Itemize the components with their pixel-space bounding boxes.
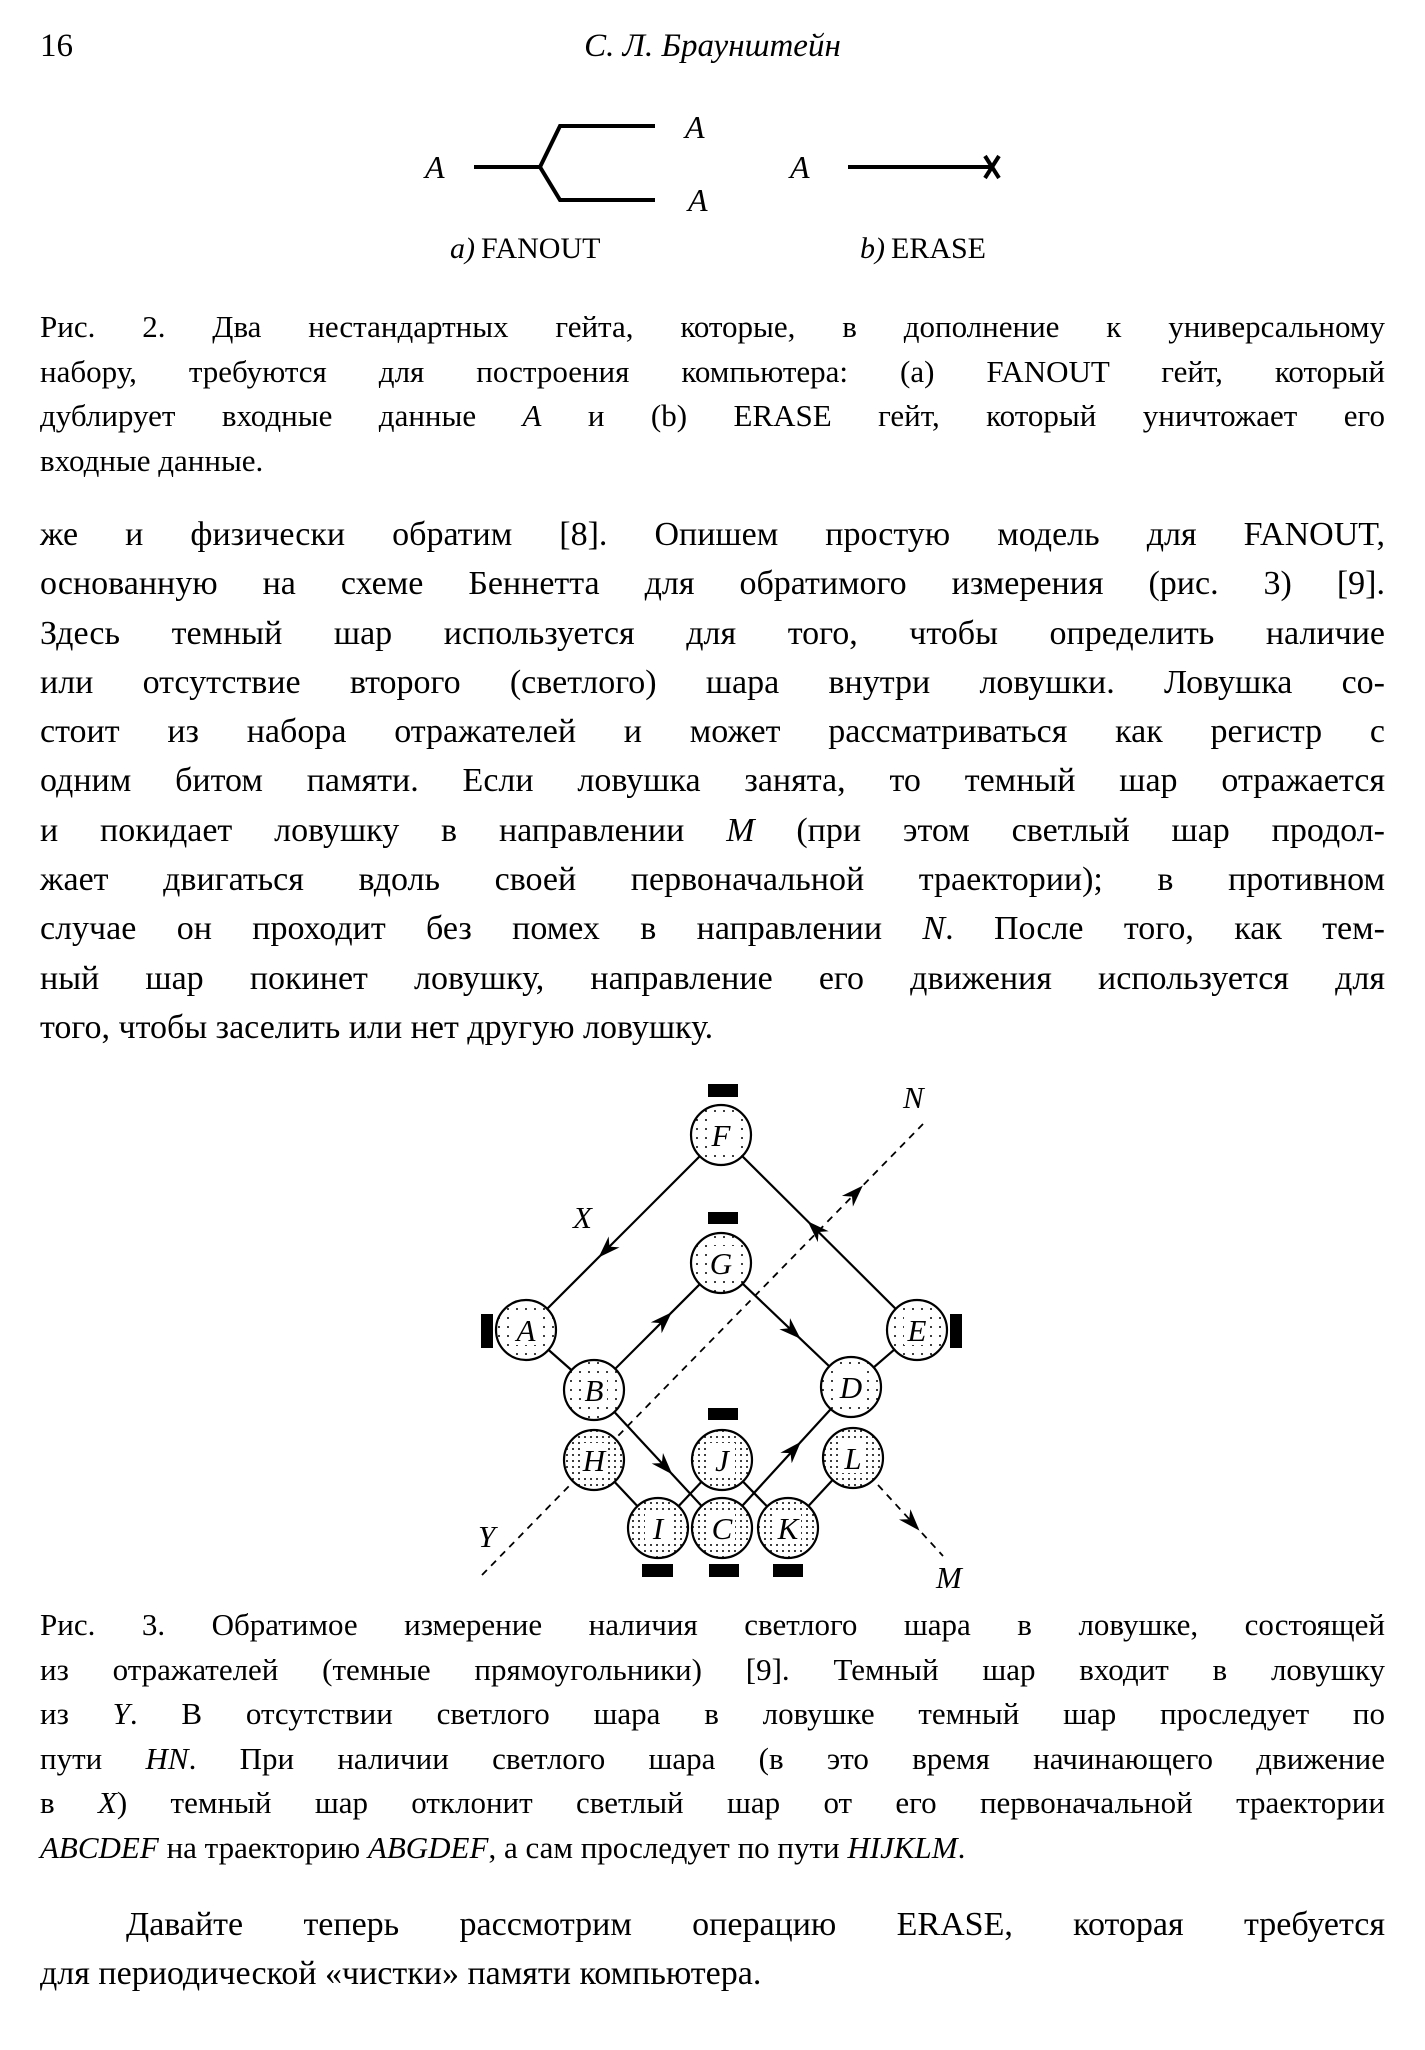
ball-label-k: K	[777, 1511, 799, 1546]
math-symbol: M	[726, 811, 755, 849]
text-line	[40, 1949, 1385, 1998]
text-segment: Здесь темный шар используется для того, чтобы определить наличие	[40, 614, 1385, 652]
text-segment: и покидает ловушку в направлении	[40, 811, 727, 849]
text-line	[40, 855, 1385, 904]
text-line	[40, 1603, 1385, 1648]
math-symbol: Y	[112, 1696, 130, 1731]
text-line	[40, 954, 1385, 1003]
ball-label-e: E	[907, 1313, 927, 1348]
text-line	[40, 1781, 1385, 1826]
erase-caption-letter: b)	[860, 232, 885, 265]
math-symbol: N	[922, 910, 946, 948]
fanout-output-top-label: A	[685, 109, 705, 145]
text-segment: или отсутствие второго (светлого) шара внутри ловушки. Ловушка со-	[40, 663, 1385, 701]
text-segment: . После того, как тем-	[945, 910, 1385, 948]
reflector	[481, 1314, 493, 1348]
math-symbol: ABCDEF	[40, 1829, 159, 1865]
text-segment: , а сам проследует по пути	[488, 1829, 848, 1865]
reflector	[708, 1212, 738, 1224]
ball-label-g: G	[709, 1246, 733, 1281]
fanout-caption-letter: a)	[450, 232, 475, 265]
erase-caption-label: ERASE	[891, 232, 987, 265]
text-line	[40, 609, 1385, 658]
paragraph-2	[40, 1900, 1385, 1999]
text-segment: основанную на схеме Беннетта для обратимого измерения (рис. 3) [9].	[40, 565, 1385, 603]
fanout-caption	[450, 232, 600, 265]
ball-label-c: C	[711, 1511, 733, 1546]
text-line	[40, 510, 1385, 559]
reflector	[709, 1564, 739, 1577]
path-l-m	[878, 1485, 943, 1556]
text-line	[40, 305, 1385, 350]
text-segment: . При наличии светлого шара (в это время начинающего движение	[188, 1740, 1385, 1776]
text-line	[40, 1826, 1385, 1871]
text-segment: пути	[40, 1740, 146, 1776]
text-segment: Рис. 2. Два нестандартных гейта, которые, в дополнение к универсальному	[40, 309, 1385, 344]
text-line	[40, 1648, 1385, 1693]
text-segment: Рис. 3. Обратимое измерение наличия светлого шара в ловушке, состоящей	[40, 1607, 1385, 1642]
text-segment: . В отсутствии светлого шара в ловушке темный шар проследует по	[129, 1696, 1385, 1731]
text-segment: .	[957, 1829, 966, 1865]
direction-label-n: N	[903, 1080, 924, 1115]
text-segment: одним битом памяти. Если ловушка занята, то темный шар отражается	[40, 762, 1385, 800]
text-line	[40, 559, 1385, 608]
figure2-caption	[40, 305, 1385, 483]
text-segment: того, чтобы заселить или нет другую ловушку.	[40, 1008, 714, 1046]
text-line	[40, 1900, 1385, 1949]
ball-label-h: H	[582, 1443, 606, 1478]
text-segment: Давайте теперь рассмотрим операцию ERASE, которая требуется	[126, 1906, 1385, 1943]
fanout-output-bottom-label: A	[688, 182, 708, 218]
text-segment: жает двигаться вдоль своей первоначальной траектории); в противном	[40, 861, 1385, 899]
trap-diagram	[478, 1080, 964, 1595]
text-line	[40, 1692, 1385, 1737]
direction-label-x: X	[573, 1200, 592, 1235]
text-line	[40, 350, 1385, 395]
running-title: С. Л. Браунштейн	[584, 28, 841, 64]
text-segment: из	[40, 1696, 113, 1731]
fanout-bottom-wire	[540, 167, 655, 200]
math-symbol: ABGDEF	[367, 1829, 489, 1865]
figure3-caption	[40, 1603, 1385, 1870]
text-line	[40, 756, 1385, 805]
reflector	[773, 1564, 803, 1577]
text-line	[40, 707, 1385, 756]
erase-input-label: A	[790, 149, 810, 185]
text-segment: в	[40, 1785, 98, 1820]
reflector	[642, 1564, 673, 1577]
reflector	[950, 1314, 962, 1348]
paragraph-1	[40, 510, 1385, 1052]
text-segment: стоит из набора отражателей и может рассматриваться как регистр с	[40, 713, 1385, 751]
erase-caption	[860, 232, 986, 265]
text-segment: дублирует входные данные	[40, 398, 523, 433]
text-line	[40, 439, 1385, 484]
text-segment: случае он проходит без помех в направлении	[40, 910, 923, 948]
ball-label-a: A	[516, 1313, 536, 1348]
text-line	[40, 1003, 1385, 1052]
text-segment: (при этом светлый шар продол-	[754, 811, 1386, 849]
text-segment: ) темный шар отклонит светлый шар от его первоначальной траектории	[116, 1785, 1385, 1820]
text-segment: ный шар покинет ловушку, направление его движения используется для	[40, 959, 1385, 997]
fanout-input-label: A	[425, 149, 445, 185]
ball-label-i: I	[652, 1511, 664, 1546]
text-segment: на траекторию	[158, 1829, 368, 1865]
text-line	[40, 904, 1385, 953]
math-symbol: X	[97, 1785, 117, 1820]
math-symbol: A	[522, 398, 542, 433]
math-symbol: HIJKLM	[847, 1829, 958, 1865]
ball-label-d: D	[839, 1370, 863, 1405]
ball-label-j: J	[715, 1443, 729, 1478]
fanout-gate-diagram	[423, 109, 708, 265]
text-segment: набору, требуются для построения компьютера: (a) FANOUT гейт, который	[40, 353, 1385, 389]
page-number: 16	[40, 28, 73, 64]
text-segment: из отражателей (темные прямоугольники) [9]. Темный шар входит в ловушку	[40, 1651, 1385, 1687]
fanout-caption-label: FANOUT	[481, 232, 601, 265]
erase-gate-diagram	[788, 149, 999, 265]
direction-label-m: M	[936, 1560, 962, 1595]
text-segment: и (b) ERASE гейт, который уничтожает его	[541, 398, 1385, 433]
reflector	[708, 1408, 738, 1420]
text-line	[40, 394, 1385, 439]
text-line	[40, 658, 1385, 707]
math-symbol: HN	[145, 1740, 189, 1776]
text-line	[40, 806, 1385, 855]
text-line	[40, 1737, 1385, 1782]
ball-label-l: L	[844, 1441, 862, 1476]
ball-label-f: F	[711, 1118, 731, 1153]
reflector	[708, 1084, 738, 1097]
text-segment: для периодической «чистки» памяти компьютера.	[40, 1955, 762, 1993]
fanout-top-wire	[474, 126, 655, 167]
text-segment: же и физически обратим [8]. Опишем простую модель для FANOUT,	[40, 516, 1385, 553]
text-segment: входные данные.	[40, 442, 264, 478]
direction-label-y: Y	[478, 1519, 496, 1554]
ball-label-b: B	[584, 1373, 604, 1408]
